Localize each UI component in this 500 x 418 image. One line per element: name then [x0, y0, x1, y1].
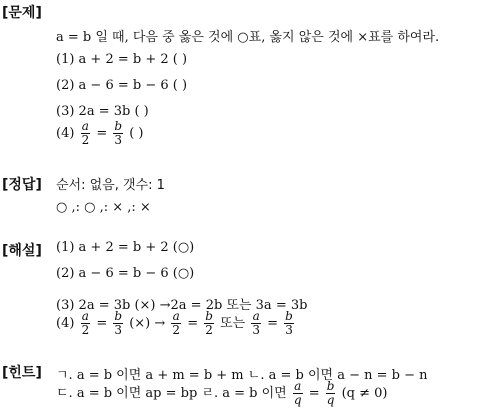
- fraction-denominator: 3: [285, 323, 293, 337]
- fraction-denominator: q: [293, 393, 302, 407]
- fraction-numerator: b: [285, 309, 293, 323]
- equals-sign: =: [308, 386, 320, 401]
- fraction-numerator: a: [81, 309, 89, 323]
- fraction-numerator: a: [252, 309, 260, 323]
- section-hint-heading: [힌트]: [2, 365, 42, 381]
- fraction-numerator: a: [294, 379, 302, 393]
- problem-item-2: (2) a − 6 = b − 6 ( ): [56, 78, 188, 93]
- equals-sign: =: [187, 316, 199, 331]
- hint-line-2: [56, 380, 388, 407]
- answer-blank: ( ): [129, 126, 144, 141]
- equals-sign: =: [267, 316, 279, 331]
- fraction-denominator: 2: [172, 323, 181, 337]
- problem-item-3: (3) 2a = 3b ( ): [56, 104, 149, 119]
- fraction-numerator: a: [81, 119, 89, 133]
- fraction: [171, 310, 181, 337]
- problem-item-4-label: (4): [56, 126, 75, 141]
- problem-item-4: [56, 120, 144, 147]
- section-explanation-heading: [해설]: [2, 243, 42, 259]
- fraction-denominator: 3: [114, 323, 123, 337]
- problem-item-1: (1) a + 2 = b + 2 ( ): [56, 52, 188, 67]
- wrong-mark-arrow: (×) →: [129, 316, 166, 331]
- equals-sign: =: [96, 126, 108, 141]
- or-word: 또는: [220, 316, 246, 331]
- fraction: [204, 310, 214, 337]
- fraction-denominator: 2: [81, 323, 90, 337]
- explanation-item-4: [56, 310, 296, 337]
- fraction-numerator: b: [326, 379, 335, 393]
- fraction: [113, 120, 123, 147]
- hint-line-2-text: ㄷ. a = b 이면 ap = bp ㄹ. a = b 이면: [56, 386, 287, 401]
- fraction: [326, 380, 336, 407]
- explanation-item-1: (1) a + 2 = b + 2 (○): [56, 240, 195, 255]
- fraction-denominator: 3: [114, 133, 123, 147]
- explanation-item-2: (2) a − 6 = b − 6 (○): [56, 266, 195, 281]
- fraction-denominator: 2: [81, 133, 90, 147]
- fraction-denominator: q: [326, 393, 335, 407]
- fraction: [113, 310, 123, 337]
- fraction: [81, 310, 91, 337]
- fraction: [251, 310, 261, 337]
- fraction: [293, 380, 303, 407]
- fraction-denominator: 2: [205, 323, 213, 337]
- condition: (q ≠ 0): [341, 386, 388, 401]
- section-problem-heading: [문제]: [2, 5, 42, 21]
- section-answer-heading: [정답]: [2, 177, 42, 193]
- fraction: [284, 310, 294, 337]
- problem-statement: a = b 일 때, 다음 중 옳은 것에 ○표, 옳지 않은 것에 ×표를 하여라.: [56, 30, 440, 45]
- fraction-numerator: a: [172, 309, 180, 323]
- answer-line-2: ○ ,: ○ ,: × ,: ×: [56, 200, 151, 215]
- fraction: [81, 120, 91, 147]
- hint-line-1: ㄱ. a = b 이면 a + m = b + m ㄴ. a = b 이면 a − n = b − n: [56, 368, 428, 383]
- equals-sign: =: [96, 316, 108, 331]
- fraction-numerator: b: [114, 309, 123, 323]
- answer-line-1: 순서: 없음, 갯수: 1: [56, 178, 165, 193]
- fraction-numerator: b: [205, 309, 213, 323]
- explanation-item-3: (3) 2a = 3b (×) →2a = 2b 또는 3a = 3b: [56, 298, 308, 313]
- fraction-denominator: 3: [252, 323, 260, 337]
- explanation-item-4-label: (4): [56, 316, 75, 331]
- fraction-numerator: b: [114, 119, 123, 133]
